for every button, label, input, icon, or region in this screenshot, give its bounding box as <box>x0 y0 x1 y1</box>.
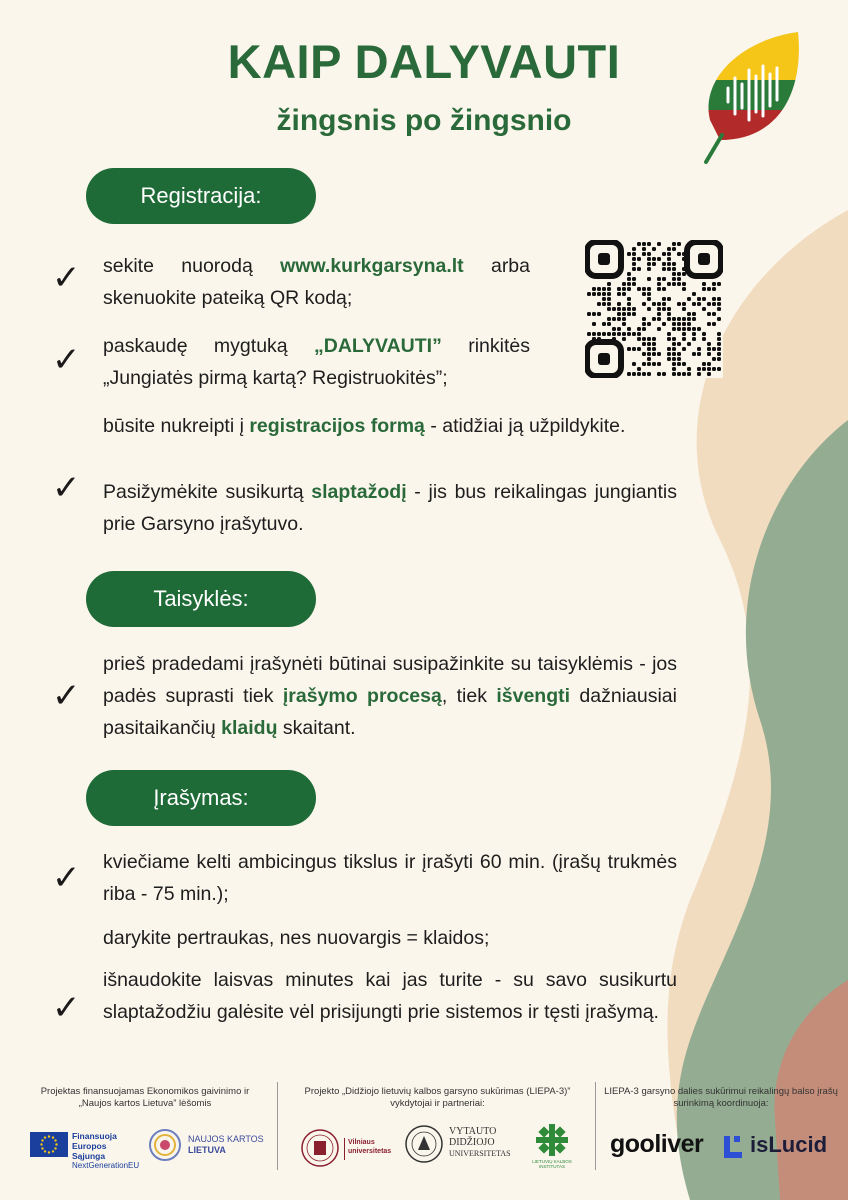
text: būsite nukreipti į <box>103 415 250 437</box>
section-label-recording: Įrašymas: <box>86 770 316 826</box>
text: , tiek <box>441 685 497 707</box>
section-label-rules: Taisyklės: <box>86 571 316 627</box>
rules-step-1 <box>103 648 677 744</box>
text: rinkitės „Jungiatės pirmą kartą? Registruokitės”; <box>103 335 530 389</box>
registration-form-link: registracijos formą <box>249 415 425 437</box>
vdu-text-line2: DIDŽIOJO <box>449 1137 495 1148</box>
eu-flag-icon <box>30 1132 68 1157</box>
lki-emblem-icon <box>534 1122 570 1158</box>
password-highlight: slaptažodį <box>311 481 407 503</box>
islucid-icon <box>722 1134 744 1160</box>
check-icon: ✓ <box>52 468 81 508</box>
check-icon: ✓ <box>52 858 81 898</box>
section-label-registration: Registracija: <box>86 168 316 224</box>
vu-seal-icon <box>300 1128 340 1168</box>
vilnius-university-logo <box>300 1128 392 1170</box>
vdu-logo <box>404 1124 516 1170</box>
registration-step-2 <box>103 330 530 394</box>
registration-step-1 <box>103 250 530 314</box>
footer-funding-text: Projektas finansuojamas Ekonomikos gaivinimo ir „Naujos kartos Lietuva” lėšomis <box>40 1086 250 1109</box>
nkl-text-line2: LIETUVA <box>188 1145 226 1155</box>
lki-logo <box>524 1122 580 1170</box>
registration-step-4 <box>103 476 677 540</box>
text: prieš pradedami įrašynėti būtinai susipažinkite su taisyklėmis - jos padės suprasti tiek <box>103 653 677 707</box>
check-icon: ✓ <box>52 988 81 1028</box>
vdu-text-line3: UNIVERSITETAS <box>449 1149 511 1158</box>
text: Pasižymėkite susikurtą <box>103 481 312 503</box>
recording-step-1: kviečiame kelti ambicingus tikslus ir įrašyti 60 min. (įrašų trukmės riba - 75 min.); <box>103 851 677 905</box>
check-icon: ✓ <box>52 258 81 298</box>
website-link[interactable]: www.kurkgarsyna.lt <box>280 255 464 277</box>
nkl-text-line1: NAUJOS KARTOS <box>188 1134 264 1144</box>
eu-text-line2: Europos Sąjunga <box>72 1141 107 1161</box>
footer-partners-text: Projekto „Didžiojo lietuvių kalbos garsyno sukūrimas (LIEPA-3)” vykdytojai ir partneriai: <box>304 1086 571 1109</box>
eu-logo <box>30 1131 140 1170</box>
eu-text-line3: NextGenerationEU <box>72 1161 140 1170</box>
lki-text: LIETUVIŲ KALBOS INSTITUTAS <box>532 1159 572 1169</box>
vdu-seal-icon <box>404 1124 444 1164</box>
text: sekite nuorodą <box>103 255 281 277</box>
recording-step-2: darykite pertraukas, nes nuovargis = klaidos; <box>103 927 490 949</box>
footer-divider <box>595 1082 596 1170</box>
check-icon: ✓ <box>52 340 81 380</box>
naujos-kartos-lietuva-logo <box>148 1128 268 1164</box>
islucid-logo <box>722 1132 842 1162</box>
gooliver-logo: gooliver <box>610 1130 704 1158</box>
check-icon: ✓ <box>52 676 81 716</box>
registration-step-3 <box>103 410 677 442</box>
islucid-text: isLucid <box>750 1132 828 1157</box>
participate-button-name: „DALYVAUTI” <box>314 335 442 357</box>
footer-coordinators-text: LIEPA-3 garsyno dalies sukūrimui reikalingų balso įrašų surinkimą koordinuoja: <box>604 1086 838 1109</box>
recording-step-3: išnaudokite laisvas minutes kai jas turite - su savo susikurtu slaptažodžiu galėsite vėl prisijungti prie sistemos ir tęsti įrašymą. <box>103 969 677 1023</box>
qr-code-icon[interactable] <box>585 240 723 378</box>
text: arba skenuokite pateiką QR kodą; <box>103 255 530 309</box>
vdu-text-line1: VYTAUTO <box>449 1126 497 1137</box>
nkl-circle-icon <box>148 1128 182 1162</box>
text: paskaudę mygtuką <box>103 335 314 357</box>
errors-highlight: klaidų <box>221 717 278 739</box>
page-title: KAIP DALYVAUTI <box>227 35 621 88</box>
leaf-logo-icon <box>700 30 804 166</box>
text: skaitant. <box>277 717 356 739</box>
eu-text-line1: Finansuoja <box>72 1131 117 1141</box>
text: dažniausiai pasitaikančių <box>103 685 677 739</box>
text: - jis bus reikalingas jungiantis prie Garsyno įrašytuvo. <box>103 481 677 535</box>
recording-process-highlight: įrašymo procesą <box>282 685 442 707</box>
text: - atidžiai ją užpildykite. <box>424 415 626 437</box>
avoid-highlight: išvengti <box>496 685 571 707</box>
footer-divider <box>277 1082 278 1170</box>
page-subtitle: žingsnis po žingsnio <box>276 104 572 137</box>
vu-text: Vilniaus universitetas <box>348 1139 392 1155</box>
